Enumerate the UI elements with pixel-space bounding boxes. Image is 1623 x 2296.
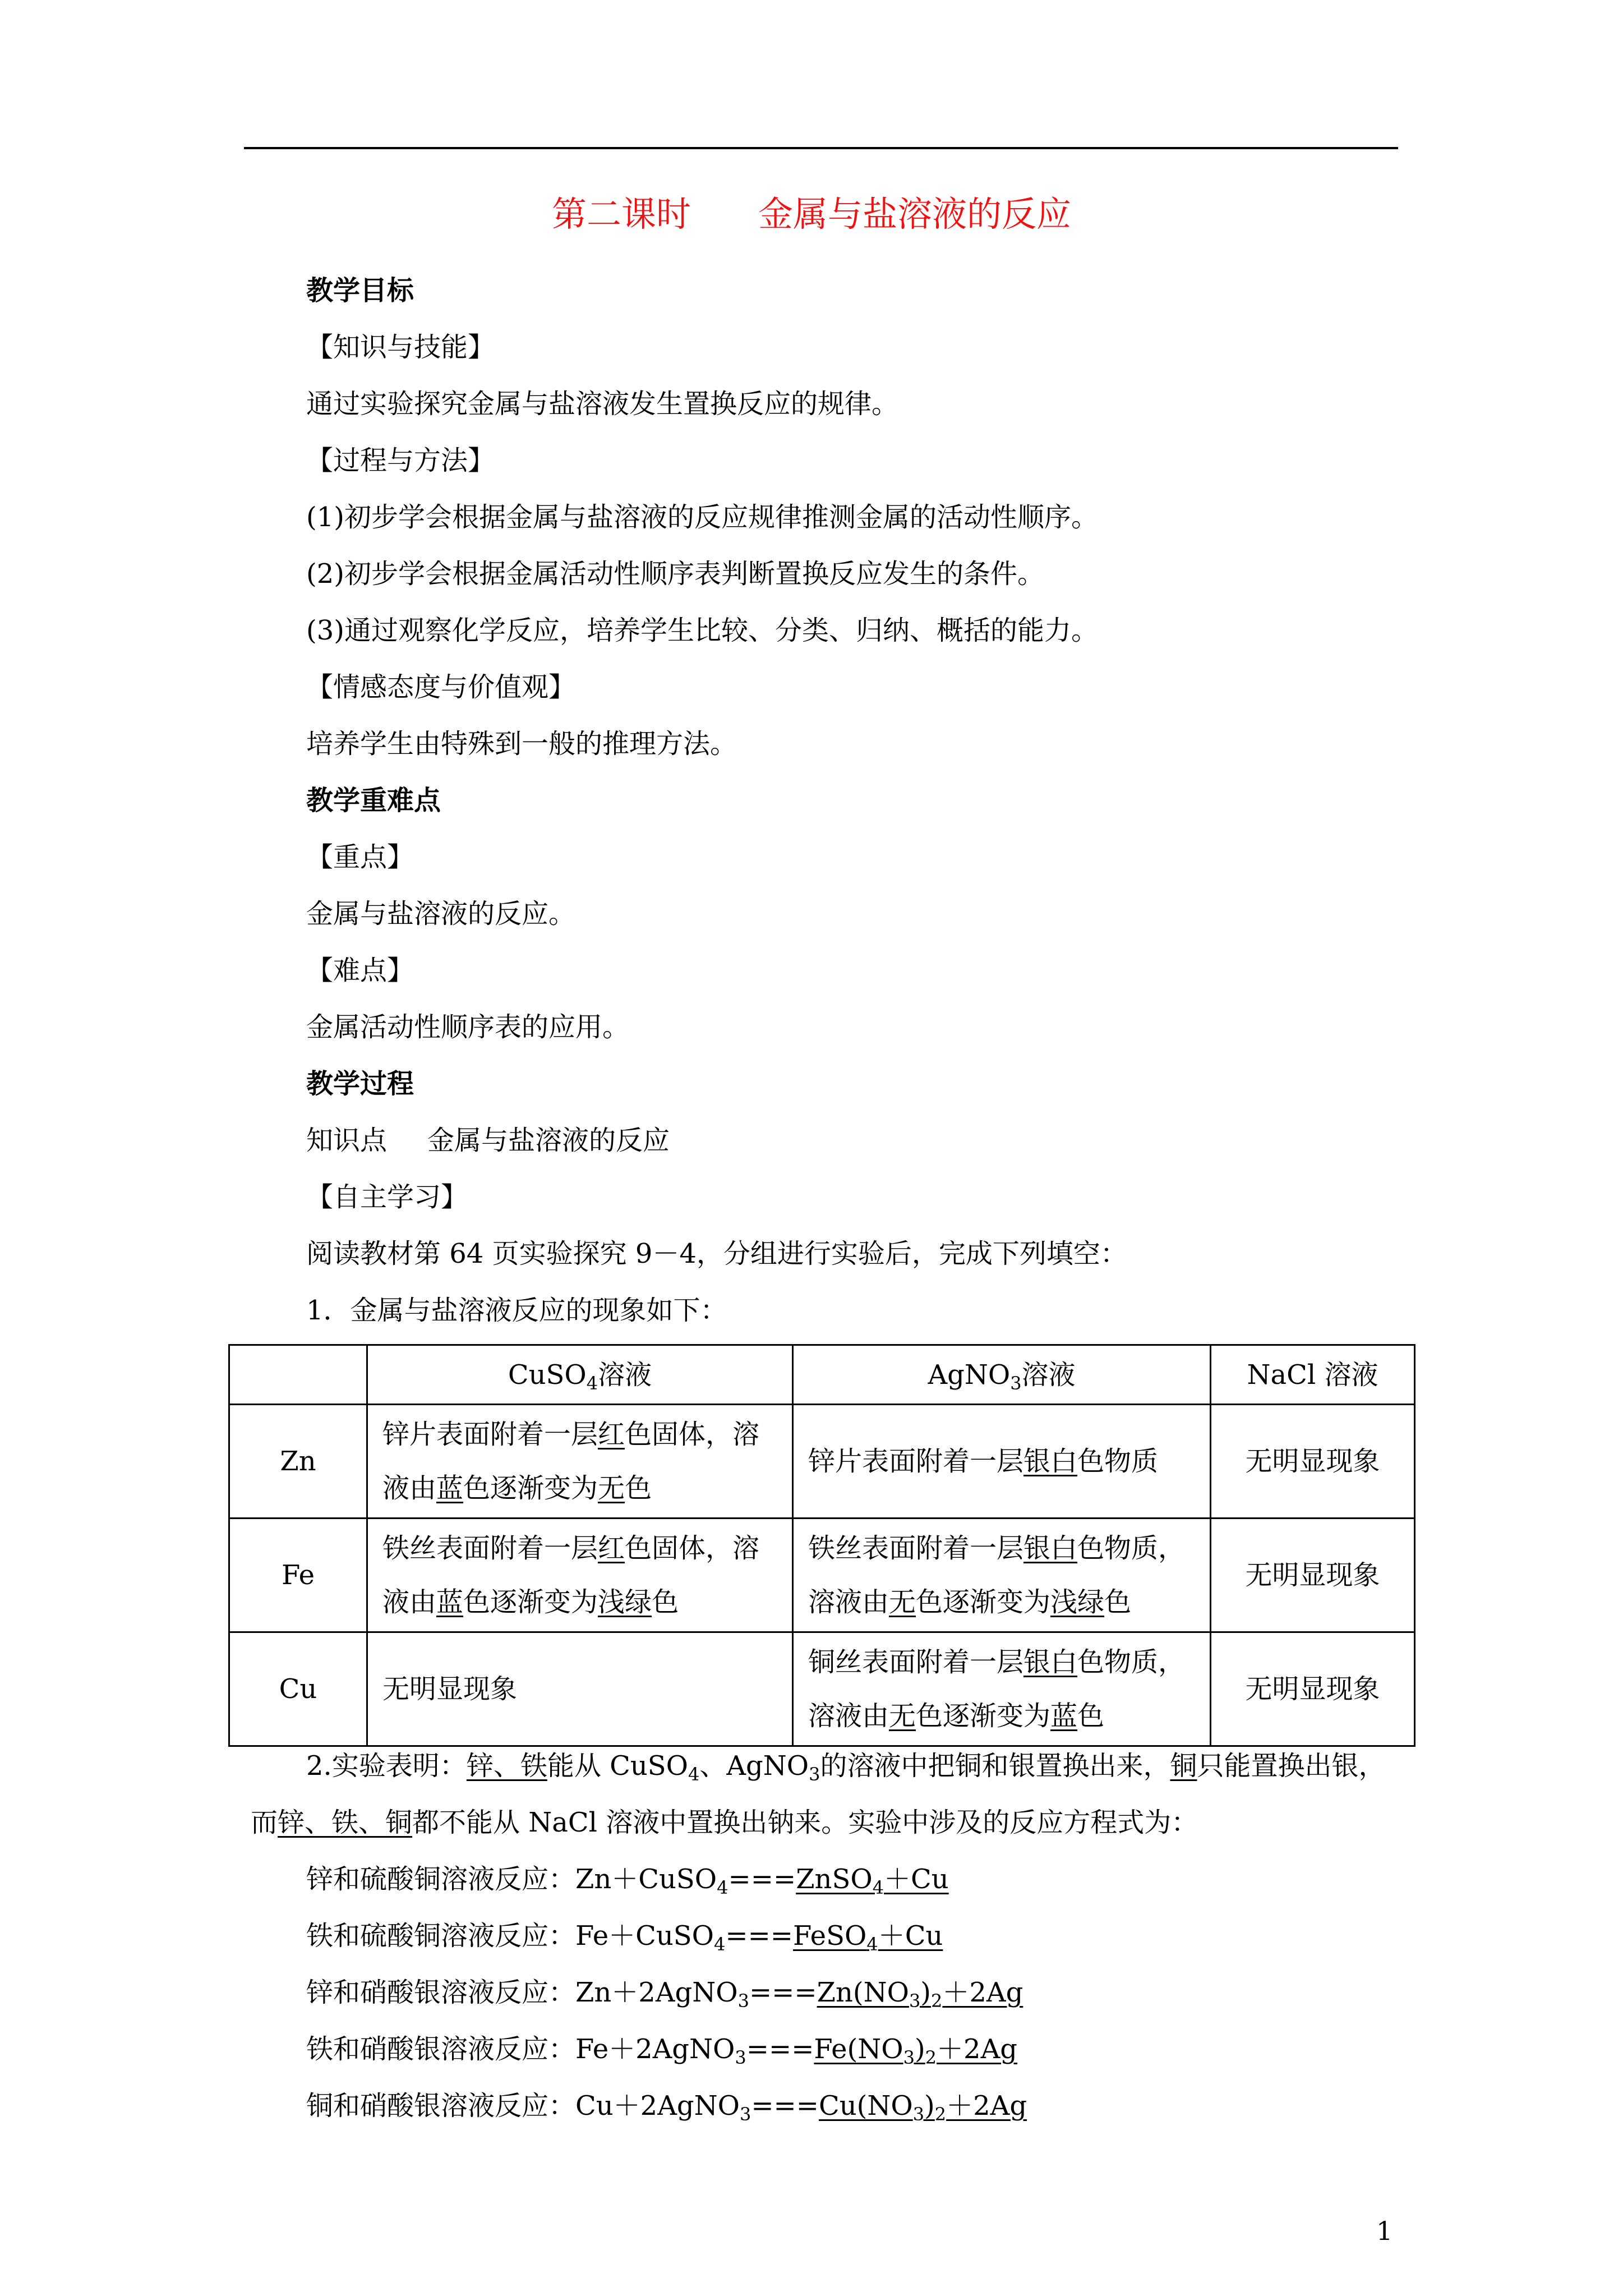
reaction-table	[228, 1344, 1415, 1747]
difficult-heading: 【难点】	[306, 955, 414, 986]
item-1: 1．金属与盐溶液反应的现象如下：	[306, 1295, 727, 1326]
metal-cell: Cu	[229, 1632, 367, 1746]
conclusion-line-1: 2.实验表明：锌、铁能从 CuSO$_4$、AgNO$_3$的溶液中把铜和银置换出来，铜只能置换出银，	[306, 1750, 1386, 1785]
process-item-2: (2)初步学会根据金属活动性顺序表判断置换反应发生的条件。	[306, 558, 1044, 590]
page-title	[0, 194, 1623, 235]
nacl-cell: 无明显现象	[1211, 1632, 1415, 1746]
emotion-text: 培养学生由特殊到一般的推理方法。	[306, 728, 737, 760]
cuso4-cell: 铁丝表面附着一层红色固体，溶液由蓝色逐渐变为浅绿色	[367, 1519, 793, 1632]
process-item-3: (3)通过观察化学反应，培养学生比较、分类、归纳、概括的能力。	[306, 615, 1098, 646]
page-number: 1	[1376, 2216, 1393, 2246]
nacl-cell: 无明显现象	[1211, 1405, 1415, 1519]
knowledge-heading: 【知识与技能】	[306, 332, 495, 363]
header-nacl: NaCl 溶液	[1211, 1345, 1415, 1405]
equation-line: 铁和硝酸银溶液反应：$Fe+2AgNO_3===Fe(NO_3)_2+2Ag$	[306, 2033, 1017, 2068]
key-text: 金属与盐溶液的反应。	[306, 898, 576, 930]
header-rule	[244, 147, 1398, 149]
conclusion-line-2: 而锌、铁、铜都不能从 NaCl 溶液中置换出钠来。实验中涉及的反应方程式为：	[251, 1807, 1198, 1838]
goals-heading: 教学目标	[306, 275, 414, 306]
cuso4-cell: 无明显现象	[367, 1632, 793, 1746]
intro-text: 阅读教材第 64 页实验探究 9－4，分组进行实验后，完成下列填空：	[306, 1238, 1127, 1269]
table-row	[229, 1519, 1415, 1632]
metal-cell: Zn	[229, 1405, 367, 1519]
title-topic: 金属与盐溶液的反应	[758, 194, 1072, 234]
process-item-1: (1)初步学会根据金属与盐溶液的反应规律推测金属的活动性顺序。	[306, 501, 1098, 533]
table-header-row	[229, 1345, 1415, 1405]
knowledge-text: 通过实验探究金属与盐溶液发生置换反应的规律。	[306, 388, 899, 420]
cuso4-cell: 锌片表面附着一层红色固体，溶液由蓝色逐渐变为无色	[367, 1405, 793, 1519]
emotion-heading: 【情感态度与价值观】	[306, 671, 576, 703]
header-empty	[229, 1345, 367, 1405]
nacl-cell: 无明显现象	[1211, 1519, 1415, 1632]
metal-cell: Fe	[229, 1519, 367, 1632]
process-method-heading: 【过程与方法】	[306, 445, 495, 476]
equation-line: 锌和硫酸铜溶液反应：Zn＋CuSO$_4$===ZnSO$_4$＋Cu	[306, 1864, 949, 1898]
table-row	[229, 1405, 1415, 1519]
process-heading: 教学过程	[306, 1068, 414, 1099]
knowledge-point-text: 金属与盐溶液的反应	[427, 1125, 670, 1156]
header-agno3: AgNO$_3$溶液	[793, 1345, 1211, 1405]
difficult-text: 金属活动性顺序表的应用。	[306, 1011, 630, 1043]
key-points-heading: 教学重难点	[306, 785, 441, 816]
table-row	[229, 1632, 1415, 1746]
key-heading: 【重点】	[306, 841, 414, 873]
self-study-heading: 【自主学习】	[306, 1181, 468, 1213]
agno3-cell: 铁丝表面附着一层银白色物质，溶液由无色逐渐变为浅绿色	[793, 1519, 1211, 1632]
title-lesson: 第二课时	[551, 194, 691, 234]
agno3-cell: 铜丝表面附着一层银白色物质，溶液由无色逐渐变为蓝色	[793, 1632, 1211, 1746]
equation-line: 锌和硝酸银溶液反应：$Zn+2AgNO_3===Zn(NO_3)_2+2Ag$	[306, 1977, 1023, 2012]
agno3-cell: 锌片表面附着一层银白色物质	[793, 1405, 1211, 1519]
header-cuso4: CuSO$_4$溶液	[367, 1345, 793, 1405]
equation-line: 铜和硝酸银溶液反应：$Cu+2AgNO_3===Cu(NO_3)_2+2Ag$	[306, 2090, 1027, 2125]
equation-line: 铁和硫酸铜溶液反应：Fe＋CuSO$_4$===FeSO$_4$＋Cu	[306, 1920, 943, 1955]
knowledge-point	[306, 1124, 670, 1157]
knowledge-point-label: 知识点	[306, 1125, 388, 1156]
